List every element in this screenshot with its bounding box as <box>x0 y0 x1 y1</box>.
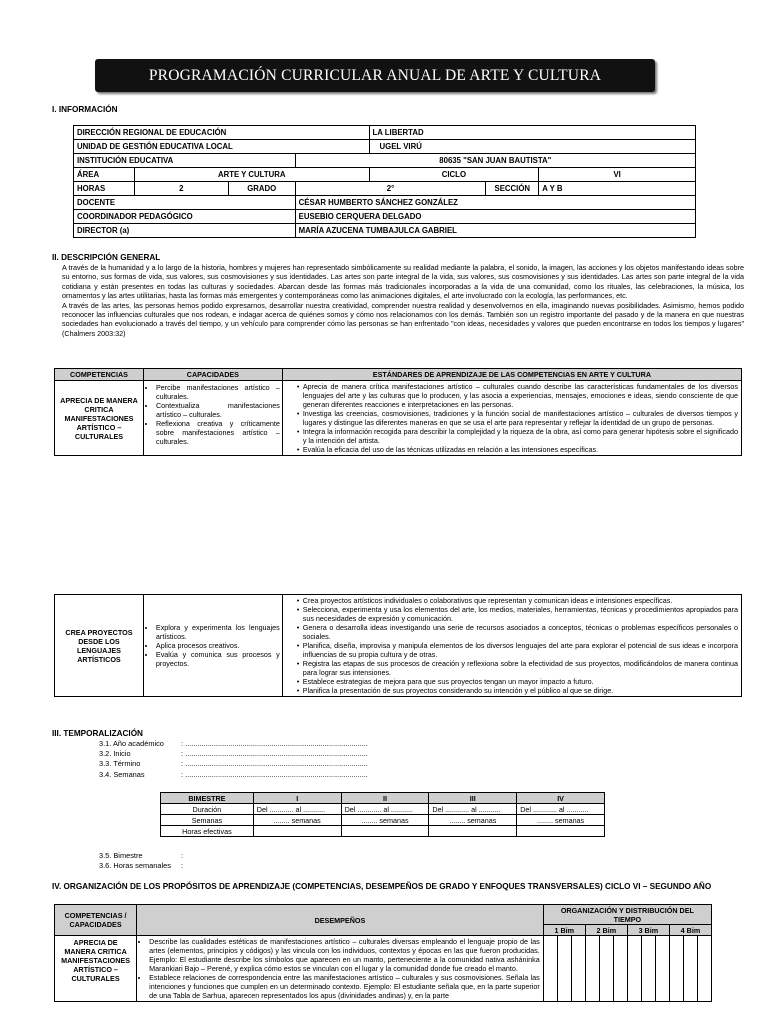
section-description-heading: II. DESCRIPCIÓN GENERAL <box>52 253 161 262</box>
competency-row-crea <box>55 595 742 697</box>
bimester-row-duracion <box>161 804 605 815</box>
competency-name-crea: CREA PROYECTOS DESDE LOS LENGUAJES ARTÍSTICOS <box>55 595 144 697</box>
standards-list-crea <box>295 596 738 695</box>
table-cell: Horas efectivas <box>161 826 254 837</box>
bimester-header: IV <box>517 793 605 804</box>
field-horas-semanales <box>99 861 183 871</box>
field-label: 3.6. Horas semanales <box>99 861 171 871</box>
seccion-value: A Y B <box>539 182 696 196</box>
bimester-header: II <box>341 793 429 804</box>
field-value: : ......................................................................................... <box>181 759 368 769</box>
field-bimestre <box>99 851 183 861</box>
field-value: : <box>181 851 184 860</box>
field-label: 3.3. Término <box>99 759 141 769</box>
table-cell: Del ............ al ........... <box>517 804 605 815</box>
header-competencias-capacidades: COMPETENCIAS / CAPACIDADES <box>55 905 137 936</box>
time-cell <box>557 936 571 1002</box>
time-cell <box>543 936 557 1002</box>
capacity-item: • Explora y experimenta los lenguajes artísticos. <box>156 623 280 641</box>
table-cell <box>253 826 341 837</box>
dre-value: LA LIBERTAD <box>369 126 695 140</box>
table-cell: Del ............ al ........... <box>429 804 517 815</box>
field-value: : ......................................................................................... <box>181 769 368 779</box>
standard-item: • Genera o desarrolla ideas investigando una serie de recursos asociados a conceptos, técnicas o problemas específicos personales o sociales. <box>303 623 738 641</box>
table-cell <box>517 826 605 837</box>
capacities-list-aprecia <box>144 383 280 446</box>
competency-row-aprecia <box>55 381 742 456</box>
coordinador-label: COORDINADOR PEDAGÓGICO <box>74 210 296 224</box>
bimester-row-horas <box>161 826 605 837</box>
area-label: ÁREA <box>74 168 135 182</box>
competencies-table-part-1 <box>54 368 742 456</box>
temporalization-fields-2 <box>99 851 183 871</box>
time-cell <box>599 936 613 1002</box>
capacities-list-crea <box>144 623 280 668</box>
field-value: : ......................................................................................... <box>181 749 368 759</box>
info-row-ie <box>74 154 696 168</box>
competency-name-aprecia: APRECIA DE MANERA CRITICA MANIFESTACIONES ARTÍSTICO – CULTURALES <box>55 936 137 1002</box>
bimester-4-header: 4 Bim <box>669 925 711 936</box>
header-capacidades: CAPACIDADES <box>143 369 282 381</box>
bimester-3-header: 3 Bim <box>627 925 669 936</box>
header-estandares: ESTÁNDARES DE APRENDIZAJE DE LAS COMPETENCIAS EN ARTE Y CULTURA <box>282 369 741 381</box>
performance-list <box>137 937 540 1000</box>
standard-item: • Integra la información recogida para describir la complejidad y la riqueza de la obra, así como para generar hipótesis sobre el significado y la intención del artista. <box>303 427 738 445</box>
info-row-ugel <box>74 140 696 154</box>
performance-item: • Describe las cualidades estéticas de manifestaciones artístico – culturales diversas empleando el lenguaje propio de las artes (elementos, principios y códigos) y las vincula con los individuos, contextos y épocas en las que fueron producidas. Ejemplo: El estudiante describe los símbolos que aparecen en un manto, perteneciente a la comunidad nativa asháninka Marankiari Bajo – Perené, y explica cómo estos se vinculan con el lugar y la comunidad donde fue creado el manto. <box>149 937 540 973</box>
bimester-header: I <box>253 793 341 804</box>
field-inicio <box>99 749 368 759</box>
capacity-item: • Aplica procesos creativos. <box>156 641 280 650</box>
table-cell: Duración <box>161 804 254 815</box>
time-cell <box>585 936 599 1002</box>
director-label: DIRECTOR (a) <box>74 224 296 238</box>
time-cell <box>669 936 683 1002</box>
organization-table <box>54 904 712 1002</box>
competencies-table-part-2 <box>54 594 742 697</box>
time-cell <box>655 936 669 1002</box>
grado-label: GRADO <box>228 182 295 196</box>
horas-label: HORAS <box>74 182 135 196</box>
bimester-header-row <box>161 793 605 804</box>
document-title: PROGRAMACIÓN CURRICULAR ANUAL DE ARTE Y CULTURA <box>95 59 655 92</box>
dre-label: DIRECCIÓN REGIONAL DE EDUCACIÓN <box>74 126 370 140</box>
standards-list-aprecia <box>295 382 738 454</box>
ie-value: 80635 "SAN JUAN BAUTISTA" <box>295 154 695 168</box>
info-row-coordinador <box>74 210 696 224</box>
field-label: 3.4. Semanas <box>99 769 145 779</box>
competency-name-aprecia: APRECIA DE MANERA CRITICA MANIFESTACIONES ARTÍSTICO – CULTURALES <box>55 381 144 456</box>
ciclo-label: CICLO <box>369 168 539 182</box>
field-label: 3.5. Bimestre <box>99 851 143 860</box>
standard-item: • Aprecia de manera crítica manifestaciones artístico – culturales cuando describe las características fundamentales de los diversos lenguajes del arte y las culturas que lo producen, y las asocia a experiencias, mensajes, emociones e ideas, siendo consciente de que generan diferentes reacciones e interpretaciones en las personas. <box>303 382 738 409</box>
table-cell: ........ semanas <box>517 815 605 826</box>
field-ano-academico <box>99 739 368 749</box>
information-table <box>73 125 696 238</box>
performance-item: • Establece relaciones de correspondencia entre las manifestaciones artístico – culturales y sus cosmovisiones. Señala las intenciones y funciones que cumplen en un determinado contexto. Ejemplo: El estudiante señala que, en la parte superior de una Tabla de Sarhua, aparecen representados los apus (divinidades andinas) y, en la parte <box>149 973 540 1000</box>
description-paragraph-1: A través de la humanidad y a lo largo de la historia, hombres y mujeres han representado simbólicamente su realidad mediante la palabra, el sonido, la imagen, las acciones y los objetos manifestando ideas sobre su entorno, sus formas de vida, sus valores, sus cosmovisiones y sus identidades. Las artes son parte integral de la vida, sus valores, sus cosmovisiones y sus identidades. Las artes son parte integral de la vida cotidiana y están presentes en todas las culturas y sociedades. Abarcan desde las formas más tradicionales incorporadas a la vida de una comunidad, como los rituales, las celebraciones, la música, los ornamentos y las artes utilitarias, hasta las formas más emergentes y contemporáneas como las animaciones digitales, el arte involucrado con la ecología, las performances, etc. <box>62 263 744 301</box>
capacity-item: • Percibe manifestaciones artístico – culturales. <box>156 383 280 401</box>
standard-item: • Establece estrategias de mejora para que sus proyectos tengan un mayor impacto a futuro. <box>303 677 738 686</box>
bimester-1-header: 1 Bim <box>543 925 585 936</box>
time-cell <box>683 936 697 1002</box>
ciclo-value: VI <box>539 168 696 182</box>
table-cell <box>341 826 429 837</box>
docente-label: DOCENTE <box>74 196 296 210</box>
field-label: 3.1. Año académico <box>99 739 164 748</box>
organization-row-aprecia <box>55 936 712 1002</box>
info-row-dre <box>74 126 696 140</box>
standard-item: • Planifica la presentación de sus proyectos considerando su intención y el público al que se dirige. <box>303 686 738 695</box>
info-row-area <box>74 168 696 182</box>
bimester-row-semanas <box>161 815 605 826</box>
field-value: : ......................................................................................... <box>181 739 368 748</box>
header-distribucion: ORGANIZACIÓN Y DISTRIBUCIÓN DEL TIEMPO <box>543 905 711 925</box>
grado-value: 2° <box>295 182 486 196</box>
time-cell <box>613 936 627 1002</box>
standard-item: • Investiga las creencias, cosmovisiones, tradiciones y la función social de manifestaciones artístico – culturales de diversos tiempos y lugares y distingue las diferentes maneras en que se usa el arte para representar y reflejar la identidad de un grupo de personas. <box>303 409 738 427</box>
section-organization-heading: IV. ORGANIZACIÓN DE LOS PROPÓSITOS DE APRENDIZAJE (COMPETENCIAS, DESEMPEÑOS DE GRADO Y ENFOQUES TRANSVERSALES) CICLO VI – SEGUNDO AÑO <box>52 882 712 891</box>
horas-value: 2 <box>134 182 228 196</box>
description-paragraph-2: A través de las artes, las personas hemos podido expresarnos, desarrollar nuestra creatividad, comprender nuestra realidad y desenvolvernos en ella, imaginando nuevas posibilidades. Asimismo, hemos podido reconocer las influencias culturales que nos rodean, e indagar acerca de quiénes somos y cómo nos relacionamos con los demás. También son un registro importante del pasado y de la manera en que nuestras sociedades han evolucionado a través del tiempo, y un vehículo para comprender cómo las personas se han enfrentado "con ideas, necesidades y valores que pueden encontrarse en todos los tiempos y lugares" (Chalmers 2003:32) <box>62 300 744 338</box>
time-cell <box>641 936 655 1002</box>
description-text <box>62 263 744 338</box>
temporalization-fields <box>99 739 368 780</box>
header-competencias: COMPETENCIAS <box>55 369 144 381</box>
capacity-item: • Reflexiona creativa y críticamente sobre manifestaciones artístico – culturales. <box>156 419 280 446</box>
competencies-header-row <box>55 369 742 381</box>
table-cell: ........ semanas <box>253 815 341 826</box>
standard-item: • Registra las etapas de sus procesos de creación y reflexiona sobre la efectividad de sus proyectos, modificándolos de manera continua para lograr sus intensiones. <box>303 659 738 677</box>
section-information-heading: I. INFORMACIÓN <box>52 105 118 114</box>
table-cell: Semanas <box>161 815 254 826</box>
field-label: 3.2. Inicio <box>99 749 131 759</box>
field-semanas <box>99 770 368 780</box>
time-cell <box>627 936 641 1002</box>
table-cell: ........ semanas <box>341 815 429 826</box>
ugel-value: UGEL VIRÚ <box>369 140 695 154</box>
standard-item: • Selecciona, experimenta y usa los elementos del arte, los medios, materiales, herramientas, técnicas y procedimientos apropiados para sus necesidades de expresión y comunicación. <box>303 605 738 623</box>
bimester-2-header: 2 Bim <box>585 925 627 936</box>
bimester-table <box>160 792 605 837</box>
area-value: ARTE Y CULTURA <box>134 168 369 182</box>
table-cell: Del ............ al ........... <box>253 804 341 815</box>
ugel-label: UNIDAD DE GESTIÓN EDUCATIVA LOCAL <box>74 140 370 154</box>
seccion-label: SECCIÓN <box>486 182 539 196</box>
director-value: MARÍA AZUCENA TUMBAJULCA GABRIEL <box>295 224 695 238</box>
table-cell: Del ............ al ........... <box>341 804 429 815</box>
organization-header-row <box>55 905 712 925</box>
info-row-director <box>74 224 696 238</box>
docente-value: CÉSAR HUMBERTO SÁNCHEZ GONZÁLEZ <box>295 196 695 210</box>
standard-item: • Evalúa la eficacia del uso de las técnicas utilizadas en relación a las intensiones específicas. <box>303 445 738 454</box>
time-cell <box>697 936 711 1002</box>
bimester-header: III <box>429 793 517 804</box>
field-value: : <box>181 861 184 871</box>
standard-item: • Crea proyectos artísticos individuales o colaborativos que representan y comunican ideas e intensiones específicas. <box>303 596 738 605</box>
time-cell <box>571 936 585 1002</box>
coordinador-value: EUSEBIO CERQUERA DELGADO <box>295 210 695 224</box>
info-row-docente <box>74 196 696 210</box>
section-temporalization-heading: III. TEMPORALIZACIÓN <box>52 729 143 738</box>
table-cell: ........ semanas <box>429 815 517 826</box>
info-row-horas <box>74 182 696 196</box>
header-desempenos: DESEMPEÑOS <box>137 905 544 936</box>
capacity-item: • Evalúa y comunica sus procesos y proyectos. <box>156 650 280 668</box>
table-cell <box>429 826 517 837</box>
bimester-header: BIMESTRE <box>161 793 254 804</box>
ie-label: INSTITUCIÓN EDUCATIVA <box>74 154 296 168</box>
standard-item: • Planifica, diseña, improvisa y manipula elementos de los diversos lenguajes del arte para explorar el potencial de sus ideas e incorpora influencias de su propia cultura y de otras. <box>303 641 738 659</box>
capacity-item: • Contextualiza manifestaciones artístico – culturales. <box>156 401 280 419</box>
field-termino <box>99 759 368 769</box>
